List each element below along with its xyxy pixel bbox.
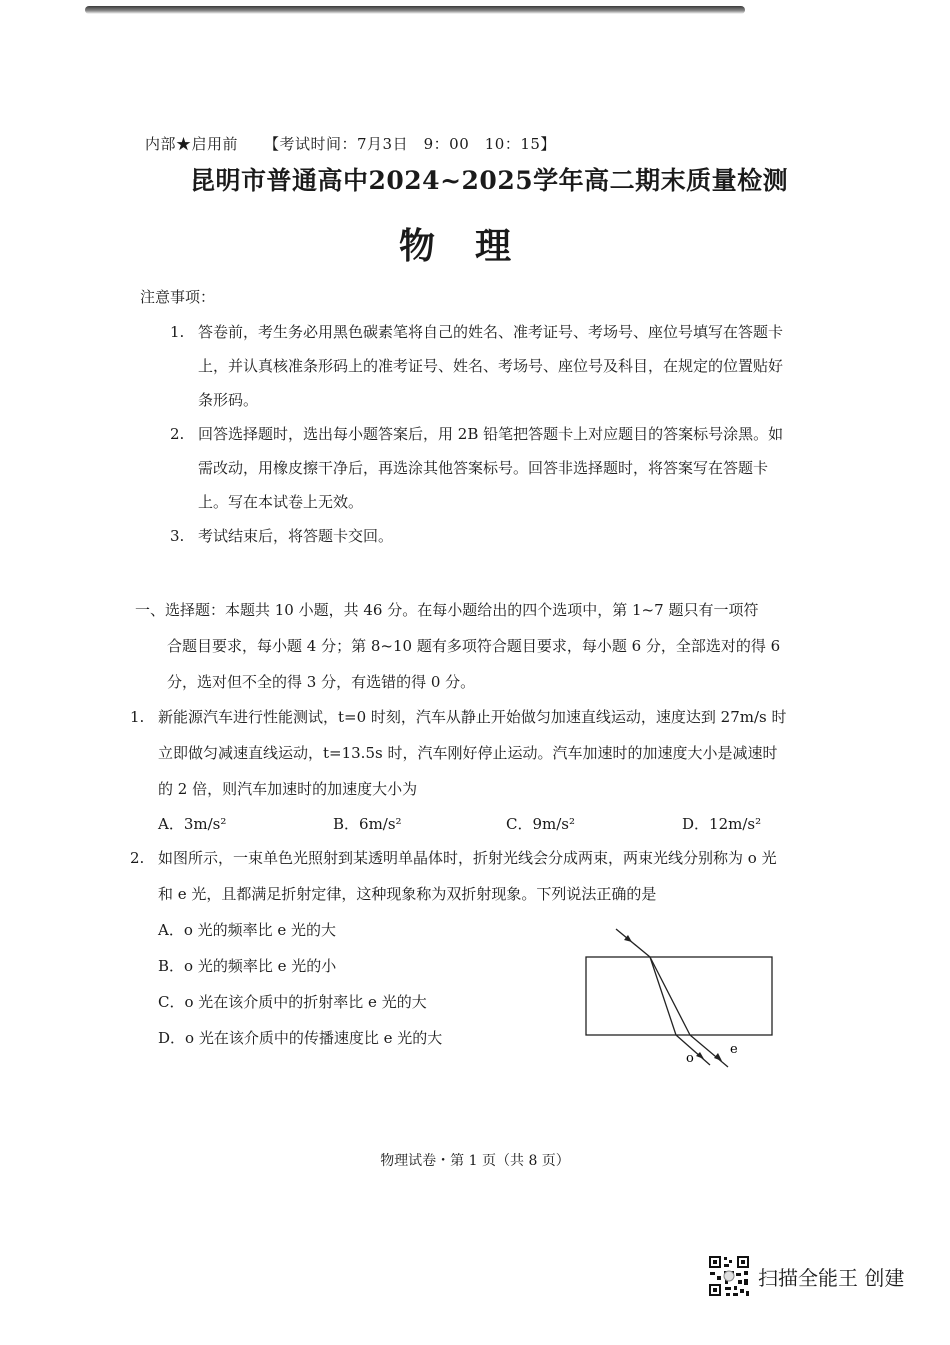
o-label: o — [686, 1051, 694, 1066]
notice-number: 3. — [170, 527, 185, 545]
option-a: A．3m/s² — [158, 815, 227, 833]
section-cont: 合题目要求，每小题 4 分；第 8~10 题有多项符合题目要求，每小题 6 分，全部选对的得 6 分，选对但不全的得 3 分，有选错的得 0 分。 — [167, 637, 781, 691]
question-number: 1. — [130, 708, 145, 726]
notice-item — [170, 519, 790, 553]
notice-text: 回答选择题时，选出每小题答案后，用 2B 铅笔把答题卡上对应题目的答案标号涂黑。如需改动，用橡皮擦干净后，再选涂其他答案标号。回答非选择题时，将答案写在答题卡上。写在本试卷上无效。 — [198, 425, 784, 511]
option-b: B．o 光的频率比 e 光的小 — [158, 957, 337, 975]
question-stem: 新能源汽车进行性能测试，t=0 时刻，汽车从静止开始做匀加速直线运动，速度达到 27m/s 时立即做匀减速直线运动，t=13.5s 时，汽车刚好停止运动。汽车加速时的加速度大小是减速时的 2 倍，则汽车加速时的加速度大小为 — [158, 708, 787, 798]
option-c: C．9m/s² — [506, 815, 576, 833]
scanner-label: 扫描全能王 创建 — [758, 1265, 905, 1290]
section-instructions — [135, 592, 790, 700]
incident-ray — [616, 929, 650, 957]
page-footer: 物理试卷・第 1 页（共 8 页） — [380, 1153, 570, 1169]
question-2 — [130, 840, 790, 912]
notice-number: 1. — [170, 323, 185, 341]
notice-number: 2. — [170, 425, 185, 443]
confidential-label: 内部★启用前 — [145, 135, 239, 153]
notice-text: 答卷前，考生务必用黑色碳素笔将自己的姓名、准考证号、考场号、座位号填写在答题卡上，并认真核准条形码上的准考证号、姓名、考场号、座位号及科目，在规定的位置贴好条形码。 — [198, 323, 784, 409]
e-label: e — [730, 1042, 738, 1057]
option-b: B．6m/s² — [333, 815, 402, 833]
notice-text: 考试结束后，将答题卡交回。 — [198, 527, 394, 545]
header-line — [145, 133, 556, 154]
option-d: D．12m/s² — [682, 815, 762, 833]
option-a: A．o 光的频率比 e 光的大 — [158, 921, 337, 939]
notice-list — [170, 315, 790, 553]
question-number: 2. — [130, 849, 145, 867]
e-ray-inside — [650, 957, 690, 1035]
qr-code-icon — [708, 1255, 750, 1297]
notice-title: 注意事项： — [140, 288, 216, 306]
question-stem: 如图所示，一束单色光照射到某透明单晶体时，折射光线会分成两束，两束光线分别称为 o 光和 e 光，且都满足折射定律，这种现象称为双折射现象。下列说法正确的是 — [158, 849, 777, 903]
question-1-options — [158, 806, 778, 842]
e-ray-arrow — [714, 1053, 722, 1061]
scanner-watermark — [708, 1255, 904, 1297]
e-ray-outside — [690, 1035, 728, 1067]
option-c: C．o 光在该介质中的折射率比 e 光的大 — [158, 993, 427, 1011]
exam-time: 【考试时间：7月3日 9：00 10：15】 — [264, 135, 556, 153]
subject-title: 物理 — [398, 225, 551, 267]
question-1 — [130, 699, 790, 807]
exam-title: 昆明市普通高中2024~2025学年高二期末质量检测 — [190, 166, 789, 195]
notice-item — [170, 315, 790, 417]
section-head: 一、选择题：本题共 10 小题，共 46 分。在每小题给出的四个选项中，第 1~7 题只有一项符 — [135, 601, 759, 619]
o-ray-inside — [650, 957, 676, 1035]
birefringence-figure — [580, 925, 780, 1075]
page-edge-shadow — [85, 6, 745, 14]
option-d: D．o 光在该介质中的传播速度比 e 光的大 — [158, 1029, 443, 1047]
notice-item — [170, 417, 790, 519]
question-2-options — [158, 912, 442, 1056]
crystal-block — [586, 957, 772, 1035]
